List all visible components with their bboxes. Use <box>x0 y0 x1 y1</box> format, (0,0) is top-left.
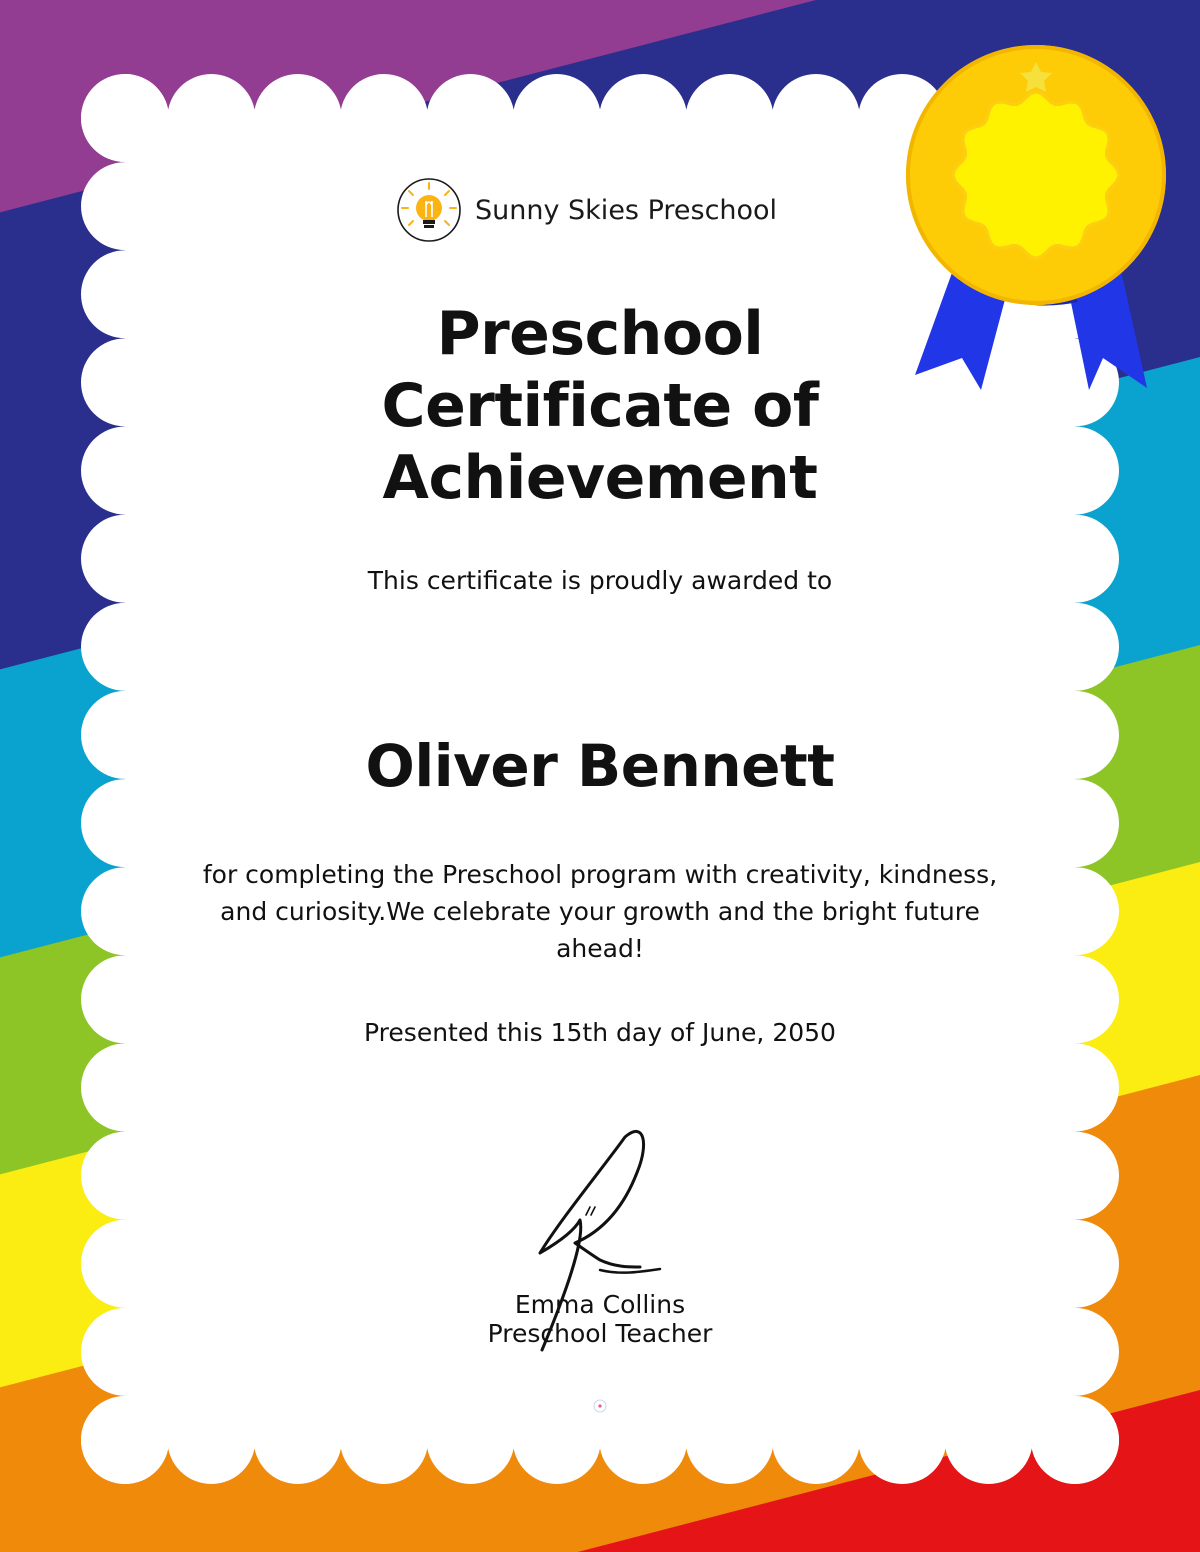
title-line-3: Achievement <box>382 443 818 513</box>
decorative-dot-icon <box>593 1399 607 1413</box>
lightbulb-icon <box>396 177 462 243</box>
certificate-title <box>0 298 1200 514</box>
achievement-description: for completing the Preschool program with creativity, kindness, and curiosity.We celebrate your growth and the bright future ahead! <box>202 860 998 963</box>
school-header <box>396 177 777 243</box>
title-line-2: Certificate of <box>381 371 819 441</box>
school-name: Sunny Skies Preschool <box>475 194 778 226</box>
recipient-name: Oliver Bennett <box>365 732 835 800</box>
signer-role: Preschool Teacher <box>487 1319 713 1348</box>
title-line-1: Preschool <box>436 299 764 369</box>
presented-date: Presented this 15th day of June, 2050 <box>364 1018 836 1047</box>
awarded-text: This certificate is proudly awarded to <box>367 566 833 595</box>
signer-name: Emma Collins <box>514 1290 686 1319</box>
